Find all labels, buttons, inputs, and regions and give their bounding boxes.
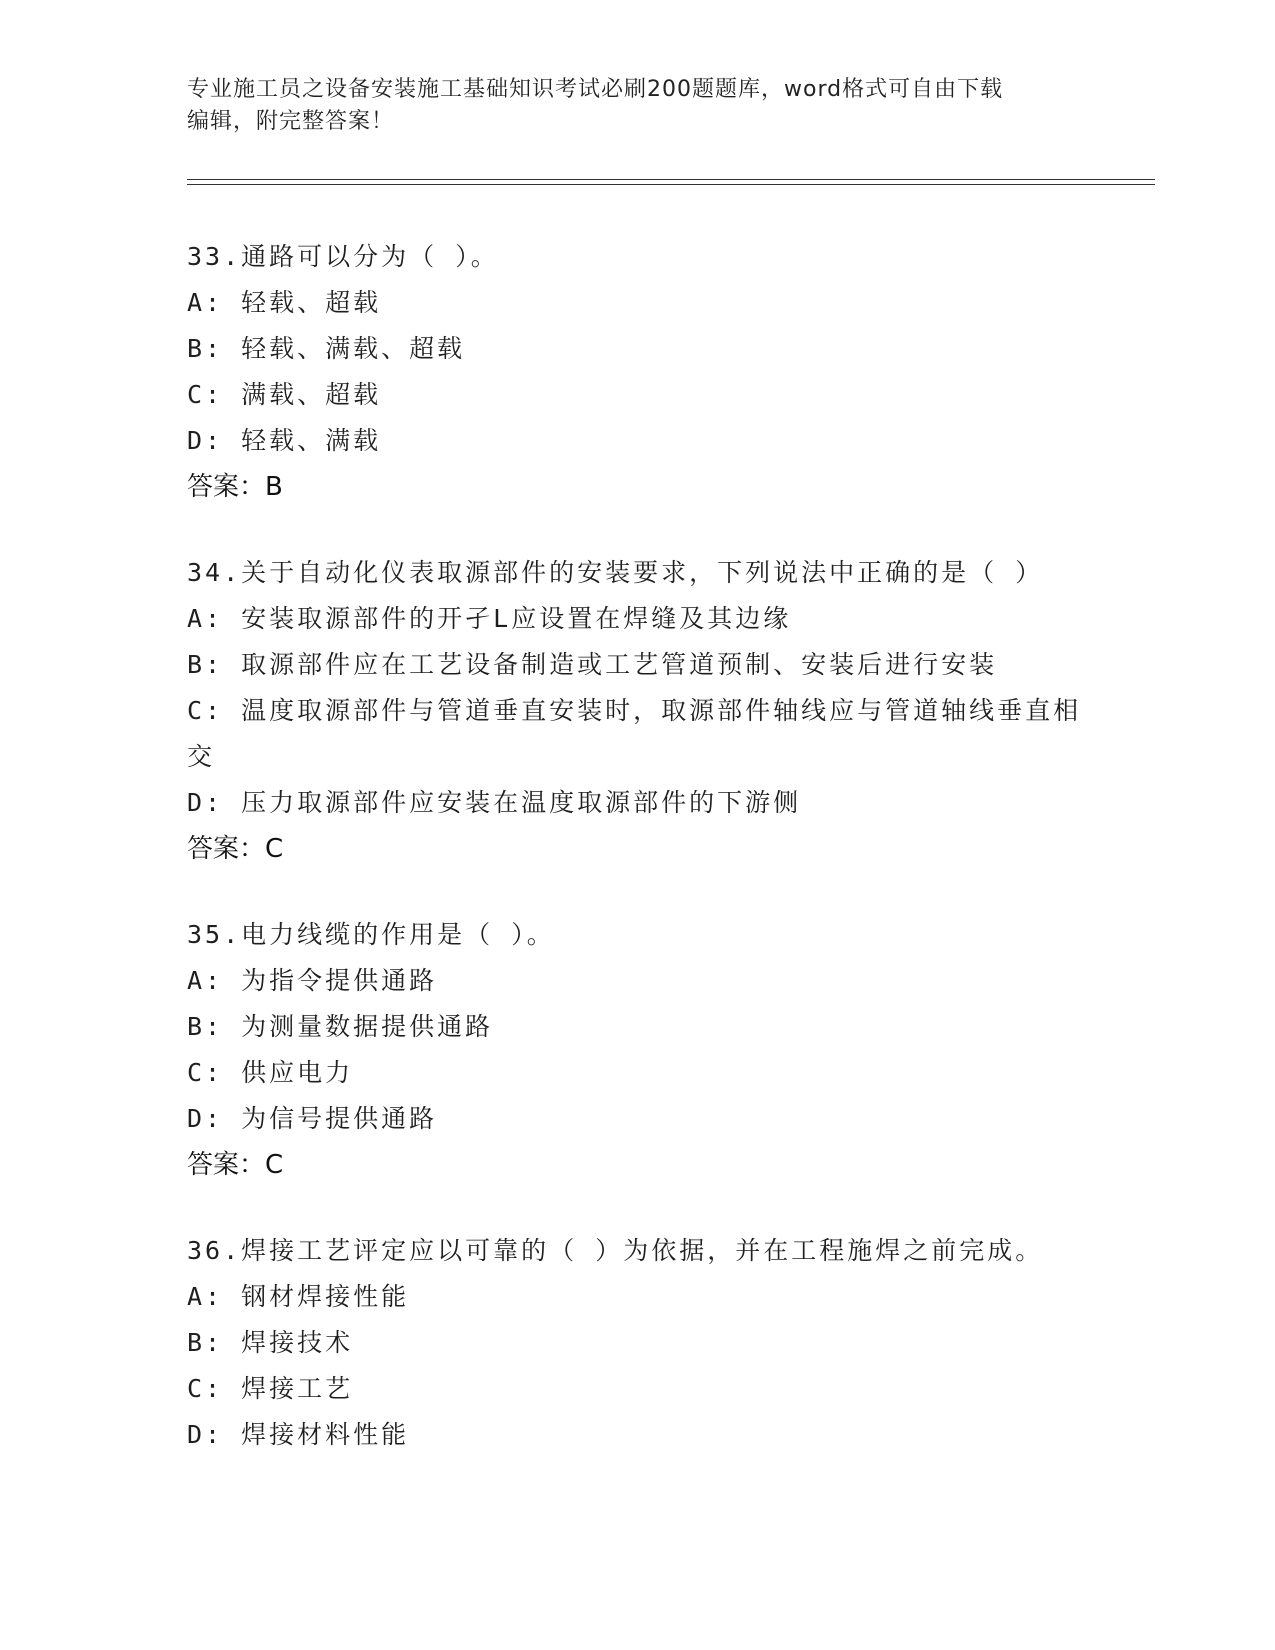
- question-34: [187, 550, 1087, 872]
- option-b: B: 焊接技术: [187, 1328, 354, 1357]
- option-d: D: 压力取源部件应安装在温度取源部件的下游侧: [187, 788, 802, 817]
- header-title-line-1: 专业施工员之设备安装施工基础知识考试必刷200题题库，word格式可自由下载: [187, 77, 1004, 102]
- option-b: B: 为测量数据提供通路: [187, 1012, 494, 1041]
- answer-label: 答案：C: [187, 1150, 284, 1180]
- question-stem: 34.关于自动化仪表取源部件的安装要求，下列说法中正确的是（ ）: [187, 558, 1044, 587]
- option-a: A: 安装取源部件的开孑L应设置在焊缝及其边缘: [187, 604, 792, 633]
- option-c: C: 满载、超载: [187, 380, 382, 409]
- option-a: A: 为指令提供通路: [187, 966, 438, 995]
- header-divider: [187, 179, 1155, 185]
- option-b: B: 取源部件应在工艺设备制造或工艺管道预制、安装后进行安装: [187, 650, 998, 679]
- question-35: [187, 912, 1087, 1188]
- document-header: [187, 74, 1067, 138]
- option-d: D: 焊接材料性能: [187, 1420, 410, 1449]
- header-title-line-2: 编辑，附完整答案！: [187, 109, 395, 134]
- question-stem: 35.电力线缆的作用是（ ）。: [187, 920, 555, 949]
- question-33: [187, 234, 1087, 510]
- option-c: C: 供应电力: [187, 1058, 354, 1087]
- answer-label: 答案：C: [187, 834, 284, 864]
- option-a: A: 钢材焊接性能: [187, 1282, 410, 1311]
- option-c: C: 焊接工艺: [187, 1374, 354, 1403]
- question-list: [187, 234, 1087, 1498]
- question-36: [187, 1228, 1087, 1458]
- option-c: C: 温度取源部件与管道垂直安装时，取源部件轴线应与管道轴线垂直相交: [187, 696, 1082, 771]
- question-stem: 33.通路可以分为（ ）。: [187, 242, 499, 271]
- answer-label: 答案：B: [187, 472, 283, 502]
- option-d: D: 为信号提供通路: [187, 1104, 438, 1133]
- option-b: B: 轻载、满载、超载: [187, 334, 466, 363]
- option-d: D: 轻载、满载: [187, 426, 382, 455]
- question-stem: 36.焊接工艺评定应以可靠的（ ）为依据，并在工程施焊之前完成。: [187, 1236, 1044, 1265]
- option-a: A: 轻载、超载: [187, 288, 382, 317]
